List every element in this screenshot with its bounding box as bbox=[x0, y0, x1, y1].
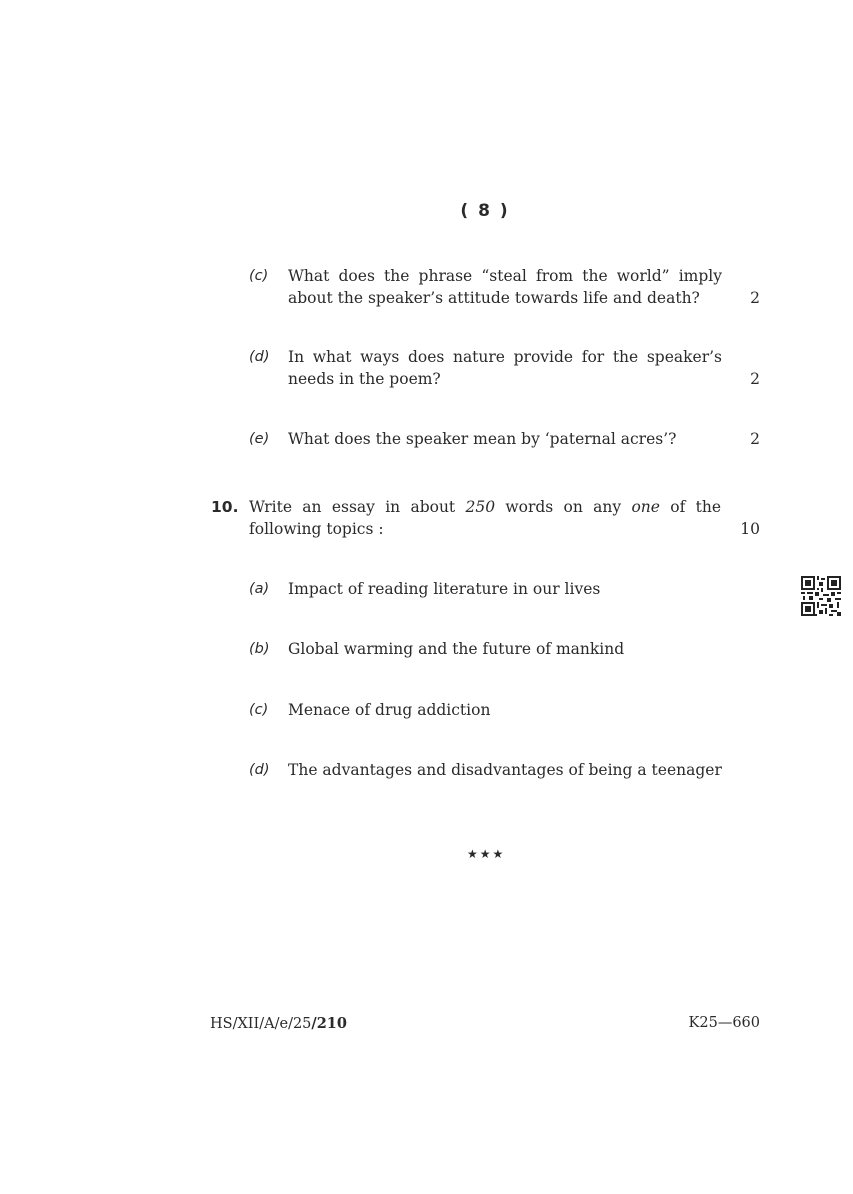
question-number: 10. bbox=[211, 498, 239, 516]
page-number: ( 8 ) bbox=[460, 201, 510, 221]
option-label: (c) bbox=[249, 702, 269, 718]
footer-print-code: K25—660 bbox=[688, 1015, 760, 1031]
option-label: (d) bbox=[249, 762, 270, 778]
question-marks: 2 bbox=[750, 430, 760, 448]
question-part-label: (e) bbox=[249, 431, 270, 447]
question-part-text: In what ways does nature provide for the speaker’s needs in the poem? bbox=[288, 348, 722, 388]
option-text: Impact of reading literature in our lives bbox=[288, 580, 601, 598]
option-text: The advantages and disadvantages of being a teenager bbox=[288, 761, 722, 779]
option-label: (a) bbox=[249, 581, 270, 597]
option-text: Menace of drug addiction bbox=[288, 701, 491, 719]
question-text: Write an essay in about 250 words on any one of the following topics : bbox=[249, 498, 722, 538]
emphasis-one: one bbox=[631, 498, 660, 516]
question-marks: 10 bbox=[740, 520, 760, 538]
question-part-text: What does the speaker mean by ‘paternal acres’? bbox=[288, 430, 677, 448]
question-marks: 2 bbox=[750, 370, 760, 388]
option-text: Global warming and the future of mankind bbox=[288, 640, 625, 658]
option-label: (b) bbox=[249, 641, 270, 657]
question-part-label: (c) bbox=[249, 268, 269, 284]
end-marker: ★★★ bbox=[467, 847, 506, 861]
question-part-label: (d) bbox=[249, 349, 270, 365]
footer-code: HS/XII/A/e/25/210 bbox=[210, 1015, 347, 1032]
question-part-text: What does the phrase “steal from the world” imply about the speaker’s attitude towards life and death? bbox=[288, 267, 722, 307]
qr-code-icon bbox=[801, 576, 841, 616]
question-marks: 2 bbox=[750, 289, 760, 307]
word-count: 250 bbox=[465, 498, 496, 516]
